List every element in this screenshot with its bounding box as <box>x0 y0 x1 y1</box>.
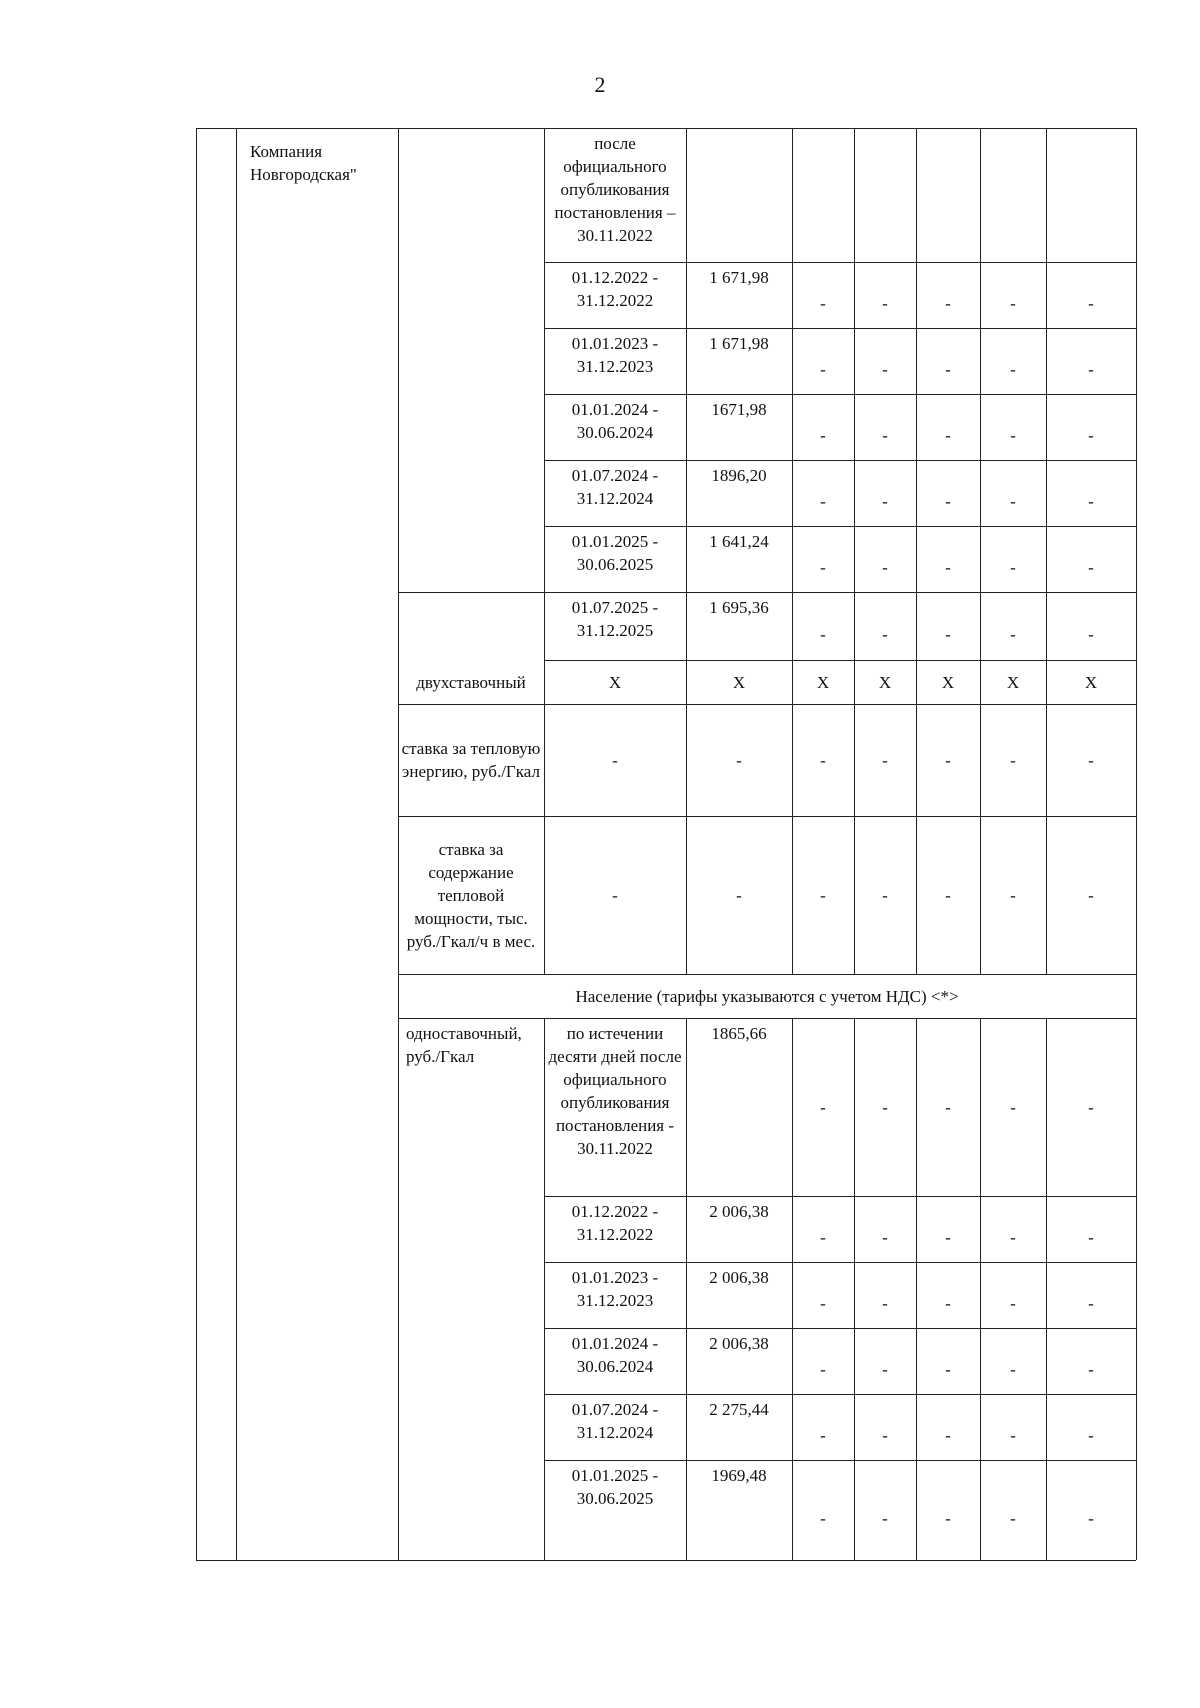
dash-cell: - <box>945 1425 951 1445</box>
period-cell: 01.01.2023 - 31.12.2023 <box>571 334 659 376</box>
period-cell: 01.01.2025 - 30.06.2025 <box>571 532 659 574</box>
rate-label: одноставочный, руб./Гкал <box>406 1024 522 1066</box>
dash-cell: - <box>820 359 826 379</box>
dash-cell: - <box>1010 1227 1016 1247</box>
dash-cell: - <box>882 1097 888 1117</box>
period-cell: по истечении десяти дней после официального опубликования постановления - 30.11.2022 <box>548 1024 682 1158</box>
dash-cell: - <box>820 1293 826 1313</box>
period-cell: 01.12.2022 - 31.12.2022 <box>571 1202 659 1244</box>
dash-cell: - <box>882 425 888 445</box>
capacity-rate-label: ставка за содержание тепловой мощности, тыс. руб./Гкал/ч в мес. <box>406 839 536 951</box>
dash-cell: - <box>945 491 951 511</box>
dash-cell: - <box>882 1293 888 1313</box>
period-cell: после официального опубликования постановления – 30.11.2022 <box>554 134 676 245</box>
two-rate-mark: X <box>878 672 892 692</box>
dash-cell: - <box>945 1508 951 1528</box>
dash-cell: - <box>882 624 888 644</box>
tariff-value: 1 671,98 <box>709 268 769 287</box>
tariff-table <box>196 128 1136 1560</box>
dash-cell: - <box>945 1227 951 1247</box>
dash-cell: - <box>820 491 826 511</box>
dash-cell: - <box>1088 885 1094 905</box>
table-rule <box>196 128 197 1560</box>
table-rule <box>1136 128 1137 1560</box>
dash-cell: - <box>1088 1425 1094 1445</box>
dash-cell: - <box>945 1359 951 1379</box>
dash-cell: - <box>882 491 888 511</box>
dash-cell: - <box>945 293 951 313</box>
two-rate-label: двухставочный <box>416 672 526 692</box>
two-rate-mark: X <box>608 672 622 692</box>
dash-cell: - <box>820 1097 826 1117</box>
population-header: Население (тарифы указываются с учетом НДС) <*> <box>575 986 959 1006</box>
dash-cell: - <box>882 1425 888 1445</box>
dash-cell: - <box>820 1359 826 1379</box>
dash-cell: - <box>882 557 888 577</box>
dash-cell: - <box>1010 1508 1016 1528</box>
dash-cell: - <box>820 1227 826 1247</box>
dash-cell: - <box>612 750 618 770</box>
dash-cell: - <box>882 885 888 905</box>
dash-cell: - <box>1088 1293 1094 1313</box>
dash-cell: - <box>1088 1227 1094 1247</box>
period-cell: 01.07.2025 - 31.12.2025 <box>571 598 659 640</box>
table-rule <box>398 592 544 593</box>
period-cell: 01.01.2024 - 30.06.2024 <box>571 1334 659 1376</box>
two-rate-mark: X <box>941 672 955 692</box>
dash-cell: - <box>1088 359 1094 379</box>
dash-cell: - <box>1088 1508 1094 1528</box>
dash-cell: - <box>1010 750 1016 770</box>
two-rate-mark: X <box>732 672 746 692</box>
tariff-value: 2 006,38 <box>709 1334 769 1353</box>
period-cell: 01.01.2024 - 30.06.2024 <box>571 400 659 442</box>
dash-cell: - <box>945 750 951 770</box>
company-name: Компания Новгородская" <box>250 142 357 184</box>
dash-cell: - <box>820 425 826 445</box>
page-number: 2 <box>594 72 606 97</box>
tariff-value: 1 641,24 <box>709 532 769 551</box>
dash-cell: - <box>1010 1097 1016 1117</box>
dash-cell: - <box>945 557 951 577</box>
dash-cell: - <box>736 750 742 770</box>
dash-cell: - <box>1010 1359 1016 1379</box>
two-rate-mark: X <box>1084 672 1098 692</box>
tariff-value: 1865,66 <box>711 1024 767 1043</box>
dash-cell: - <box>882 1227 888 1247</box>
dash-cell: - <box>882 1508 888 1528</box>
dash-cell: - <box>1010 425 1016 445</box>
dash-cell: - <box>1088 1097 1094 1117</box>
dash-cell: - <box>1010 293 1016 313</box>
period-cell: 01.01.2025 - 30.06.2025 <box>571 1466 659 1508</box>
dash-cell: - <box>1088 557 1094 577</box>
tariff-value: 1896,20 <box>711 466 767 485</box>
dash-cell: - <box>1088 425 1094 445</box>
dash-cell: - <box>1010 557 1016 577</box>
period-cell: 01.12.2022 - 31.12.2022 <box>571 268 659 310</box>
dash-cell: - <box>1010 1425 1016 1445</box>
table-rule <box>236 128 237 1560</box>
dash-cell: - <box>882 750 888 770</box>
dash-cell: - <box>820 885 826 905</box>
dash-cell: - <box>1010 359 1016 379</box>
dash-cell: - <box>945 1097 951 1117</box>
tariff-value: 1969,48 <box>711 1466 767 1485</box>
tariff-value: 1 695,36 <box>709 598 769 617</box>
dash-cell: - <box>1088 491 1094 511</box>
tariff-value: 1671,98 <box>711 400 767 419</box>
dash-cell: - <box>882 293 888 313</box>
dash-cell: - <box>820 1425 826 1445</box>
period-cell: 01.07.2024 - 31.12.2024 <box>571 1400 659 1442</box>
dash-cell: - <box>945 1293 951 1313</box>
tariff-value: 2 006,38 <box>709 1268 769 1287</box>
dash-cell: - <box>1088 750 1094 770</box>
dash-cell: - <box>820 1508 826 1528</box>
dash-cell: - <box>1088 624 1094 644</box>
tariff-value: 2 006,38 <box>709 1202 769 1221</box>
two-rate-mark: X <box>816 672 830 692</box>
dash-cell: - <box>820 750 826 770</box>
dash-cell: - <box>736 885 742 905</box>
dash-cell: - <box>1010 491 1016 511</box>
period-cell: 01.07.2024 - 31.12.2024 <box>571 466 659 508</box>
period-cell: 01.01.2023 - 31.12.2023 <box>571 1268 659 1310</box>
tariff-value: 2 275,44 <box>709 1400 769 1419</box>
dash-cell: - <box>820 624 826 644</box>
dash-cell: - <box>1088 293 1094 313</box>
dash-cell: - <box>945 624 951 644</box>
dash-cell: - <box>882 1359 888 1379</box>
dash-cell: - <box>1010 624 1016 644</box>
dash-cell: - <box>1010 885 1016 905</box>
dash-cell: - <box>820 293 826 313</box>
dash-cell: - <box>945 425 951 445</box>
dash-cell: - <box>612 885 618 905</box>
two-rate-mark: X <box>1006 672 1020 692</box>
energy-rate-label: ставка за тепловую энергию, руб./Гкал <box>401 739 541 781</box>
dash-cell: - <box>945 359 951 379</box>
dash-cell: - <box>1088 1359 1094 1379</box>
dash-cell: - <box>820 557 826 577</box>
dash-cell: - <box>882 359 888 379</box>
dash-cell: - <box>945 885 951 905</box>
tariff-value: 1 671,98 <box>709 334 769 353</box>
dash-cell: - <box>1010 1293 1016 1313</box>
